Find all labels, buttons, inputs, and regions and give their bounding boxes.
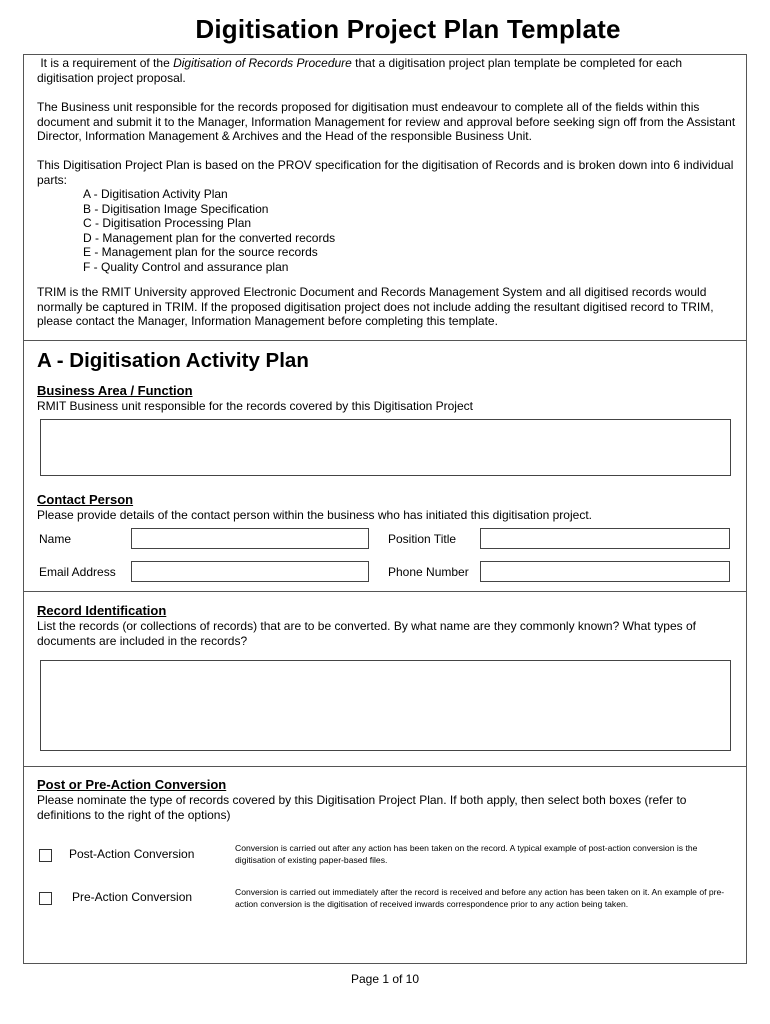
email-input[interactable] xyxy=(131,561,369,582)
list-item: D - Management plan for the converted records xyxy=(83,230,336,245)
name-label: Name xyxy=(39,532,72,546)
page-number: Page 1 of 10 xyxy=(350,972,420,986)
position-title-input[interactable] xyxy=(480,528,730,549)
business-area-heading: Business Area / Function xyxy=(37,383,193,398)
conversion-section xyxy=(24,766,746,962)
list-item: A - Digitisation Activity Plan xyxy=(83,187,228,201)
post-action-definition: Conversion is carried out after any action has been taken on the record. A typical example of post-action conversion is the digitisation of existing paper-based files. xyxy=(235,843,698,865)
conversion-desc: Please nominate the type of records covered by this Digitisation Project Plan. If both apply, then select both boxes (refer to definitions to the right of the options) xyxy=(37,793,687,822)
business-area-input[interactable] xyxy=(40,419,731,476)
conversion-heading: Post or Pre-Action Conversion xyxy=(37,777,227,792)
post-action-checkbox[interactable] xyxy=(39,849,52,862)
name-input[interactable] xyxy=(131,528,369,549)
list-item: E - Management plan for the source records xyxy=(83,245,318,260)
section-a xyxy=(24,340,746,592)
intro-paragraph-4: TRIM is the RMIT University approved Electronic Document and Records Management System and all digitised records would normally be captured in TRIM. If the proposed digitisation project does not include adding the resultant digitised record to TRIM, please contact the Manager, Information Management before completing this template. xyxy=(37,285,714,329)
intro-paragraph-2: The Business unit responsible for the records proposed for digitisation must endeavour to complete all of the fields within this document and submit it to the Manager, Information Management for review and approval before seeking sign off from the Assistant Director, Information Management & Archives and the Head of the responsible Business Unit. xyxy=(37,100,736,144)
pre-action-definition: Conversion is carried out immediately after the record is received and before any action has been taken on it. An example of pre-action conversion is the digitisation of received inwards correspondence prior to any action being taken. xyxy=(235,887,725,909)
section-a-heading: A - Digitisation Activity Plan xyxy=(37,349,309,372)
document-title: Digitisation Project Plan Template xyxy=(195,14,621,44)
record-identification-section xyxy=(24,591,746,767)
intro-paragraph-1: It is a requirement of the Digitisation of Records Procedure that a digitisation project plan template be completed for each digitisation project proposal. xyxy=(37,56,683,85)
record-identification-input[interactable] xyxy=(40,660,731,751)
pre-action-label: Pre-Action Conversion xyxy=(72,890,193,904)
phone-input[interactable] xyxy=(480,561,730,582)
list-item: B - Digitisation Image Specification xyxy=(83,201,269,216)
parts-list xyxy=(83,187,335,275)
record-identification-desc: List the records (or collections of records) that are to be converted. By what name are they commonly known? What types of documents are included in the records? xyxy=(37,619,696,648)
pre-action-checkbox[interactable] xyxy=(39,892,52,905)
contact-person-desc: Please provide details of the contact person within the business who has initiated this digitisation project. xyxy=(37,508,592,522)
email-label: Email Address xyxy=(39,565,116,579)
record-identification-heading: Record Identification xyxy=(37,603,167,618)
list-item: C - Digitisation Processing Plan xyxy=(83,216,252,231)
intro-paragraph-3: This Digitisation Project Plan is based on the PROV specification for the digitisation of Records and is broken down into 6 individual parts: xyxy=(37,158,734,187)
form-frame xyxy=(23,54,747,964)
business-area-desc: RMIT Business unit responsible for the records covered by this Digitisation Project xyxy=(37,399,473,413)
post-action-label: Post-Action Conversion xyxy=(69,847,195,861)
phone-label: Phone Number xyxy=(388,565,469,579)
contact-person-heading: Contact Person xyxy=(37,492,134,507)
position-title-label: Position Title xyxy=(388,532,457,546)
intro-section xyxy=(24,55,746,341)
list-item: F - Quality Control and assurance plan xyxy=(83,259,289,274)
